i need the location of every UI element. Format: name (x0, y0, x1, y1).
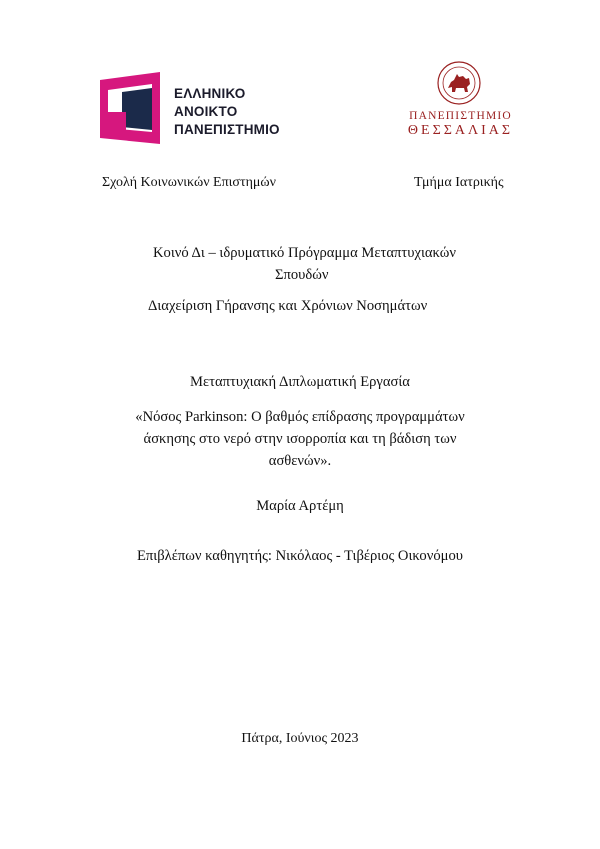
program-name: Διαχείριση Γήρανσης και Χρόνιων Νοσημάτων (148, 298, 428, 314)
program-line-2: Σπουδών (275, 267, 329, 283)
eap-logo-line-2: ΑΝΟΙΚΤΟ (174, 104, 238, 119)
uth-logo (393, 60, 528, 140)
school-name: Σχολή Κοινωνικών Επιστημών (102, 175, 276, 190)
thesis-type: Μεταπτυχιακή Διπλωματική Εργασία (190, 374, 410, 390)
department-name: Τμήμα Ιατρικής (414, 175, 504, 190)
eap-logo-line-3: ΠΑΝΕΠΙΣΤΗΜΙΟ (174, 122, 280, 137)
author-name: Μαρία Αρτέμη (256, 498, 344, 514)
eap-logo (100, 72, 290, 144)
uth-logo-line-1: ΠΑΝΕΠΙΣΤΗΜΙΟ (409, 110, 512, 122)
uth-seal-icon (436, 60, 482, 106)
eap-logo-mark (100, 72, 168, 144)
eap-logo-line-1: ΕΛΛΗΝΙΚΟ (174, 86, 246, 101)
uth-logo-line-2: ΘΕΣΣΑΛΙΑΣ (407, 123, 514, 138)
thesis-title-line-3: ασθενών». (268, 453, 332, 469)
program-line-1: Κοινό Δι – ιδρυματικό Πρόγραμμα Μεταπτυχιακών (153, 245, 456, 261)
thesis-title-line-2: άσκησης στο νερό στην ισορροπία και τη βάδιση των (143, 431, 457, 447)
thesis-title-line-1: «Νόσος Parkinson: Ο βαθμός επίδρασης προγραμμάτων (135, 409, 465, 425)
supervisor: Επιβλέπων καθηγητής: Νικόλαος - Τιβέριος Οικονόμου (137, 548, 463, 564)
place-date: Πάτρα, Ιούνιος 2023 (241, 731, 359, 746)
